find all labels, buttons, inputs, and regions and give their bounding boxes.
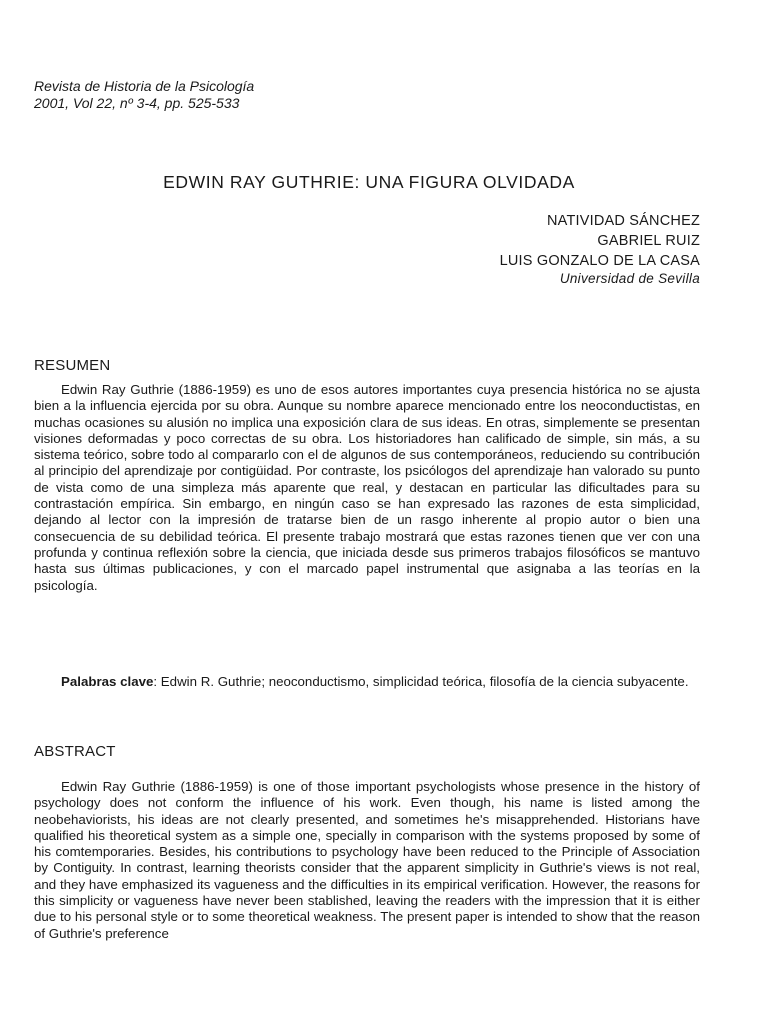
keywords-text: : Edwin R. Guthrie; neoconductismo, simplicidad teórica, filosofía de la ciencia subyacente. bbox=[153, 674, 689, 689]
keywords-paragraph bbox=[34, 674, 700, 690]
abstract-paragraph: Edwin Ray Guthrie (1886-1959) is one of those important psychologists whose presence in the history of psychology does not conform the influence of his work. Even though, his name is listed among the neobehaviorists, his ideas are not clearly presented, and sometimes he's misapprehended. Historians have qualified his theoretical system as a simple one, specially in comparison with the systems proposed by some of his comtemporaries. Besides, his contributions to psychology have been reduced to the Principle of Association by Contiguity. In contrast, learning theorists consider that the apparent simplicity in Guthrie's views is not real, and they have emphasized its vagueness and the difficulties in its empirical verification. However, the reasons for this simplicity or vagueness have never been stablished, leaving the readers with the impression that it is either due to his personal style or to some theoretical weakness. The present paper is intended to show that the reason of Guthrie's preference bbox=[34, 779, 700, 941]
author-block bbox=[500, 211, 700, 287]
author-name: NATIVIDAD SÁNCHEZ bbox=[547, 213, 700, 229]
resumen-paragraph: Edwin Ray Guthrie (1886-1959) es uno de esos autores importantes cuya presencia histórica no se ajusta bien a la influencia ejercida por su obra. Aunque su nombre aparece mencionado entre los neoconductistas, en muchas ocasiones su alusión no implica una exposición clara de sus ideas. En otras, simplemente se presentan visiones deformadas y poco correctas de su obra. Los historiadores han calificado de simple, sin más, a su sistema teórico, sobre todo al compararlo con el de algunos de sus contemporáneos, reduciendo su contribución al principio del aprendizaje por contigüidad. Por contraste, los psicólogos del aprendizaje han valorado su punto de vista como de una simpleza más aparente que real, y destacan en particular las dificultades para su contrastación empírica. Sin embargo, en ningún caso se han expresado las razones de esta simplicidad, dejando al lector con la impresión de tratarse bien de un rasgo inherente al propio autor o bien una consecuencia de su debilidad teórica. El presente trabajo mostrará que estas razones tienen que ver con una profunda y continua reflexión sobre la ciencia, que iniciada desde sus primeros trabajos filosóficos se mantuvo hasta sus últimas publicaciones, y con el marcado papel instrumental que asignaba a las teorías en la psicología. bbox=[34, 382, 700, 593]
paper-title: EDWIN RAY GUTHRIE: UNA FIGURA OLVIDADA bbox=[163, 172, 575, 192]
keywords-label: Palabras clave bbox=[61, 674, 154, 689]
journal-volume: 2001, Vol 22, nº 3-4, pp. 525-533 bbox=[34, 95, 240, 111]
author-affiliation: Universidad de Sevilla bbox=[559, 271, 700, 286]
journal-citation bbox=[34, 78, 254, 112]
resumen-heading: RESUMEN bbox=[34, 357, 111, 374]
author-name: LUIS GONZALO DE LA CASA bbox=[499, 253, 700, 269]
author-name: GABRIEL RUIZ bbox=[597, 233, 700, 249]
abstract-heading: ABSTRACT bbox=[34, 743, 116, 760]
journal-name: Revista de Historia de la Psicología bbox=[34, 78, 255, 94]
